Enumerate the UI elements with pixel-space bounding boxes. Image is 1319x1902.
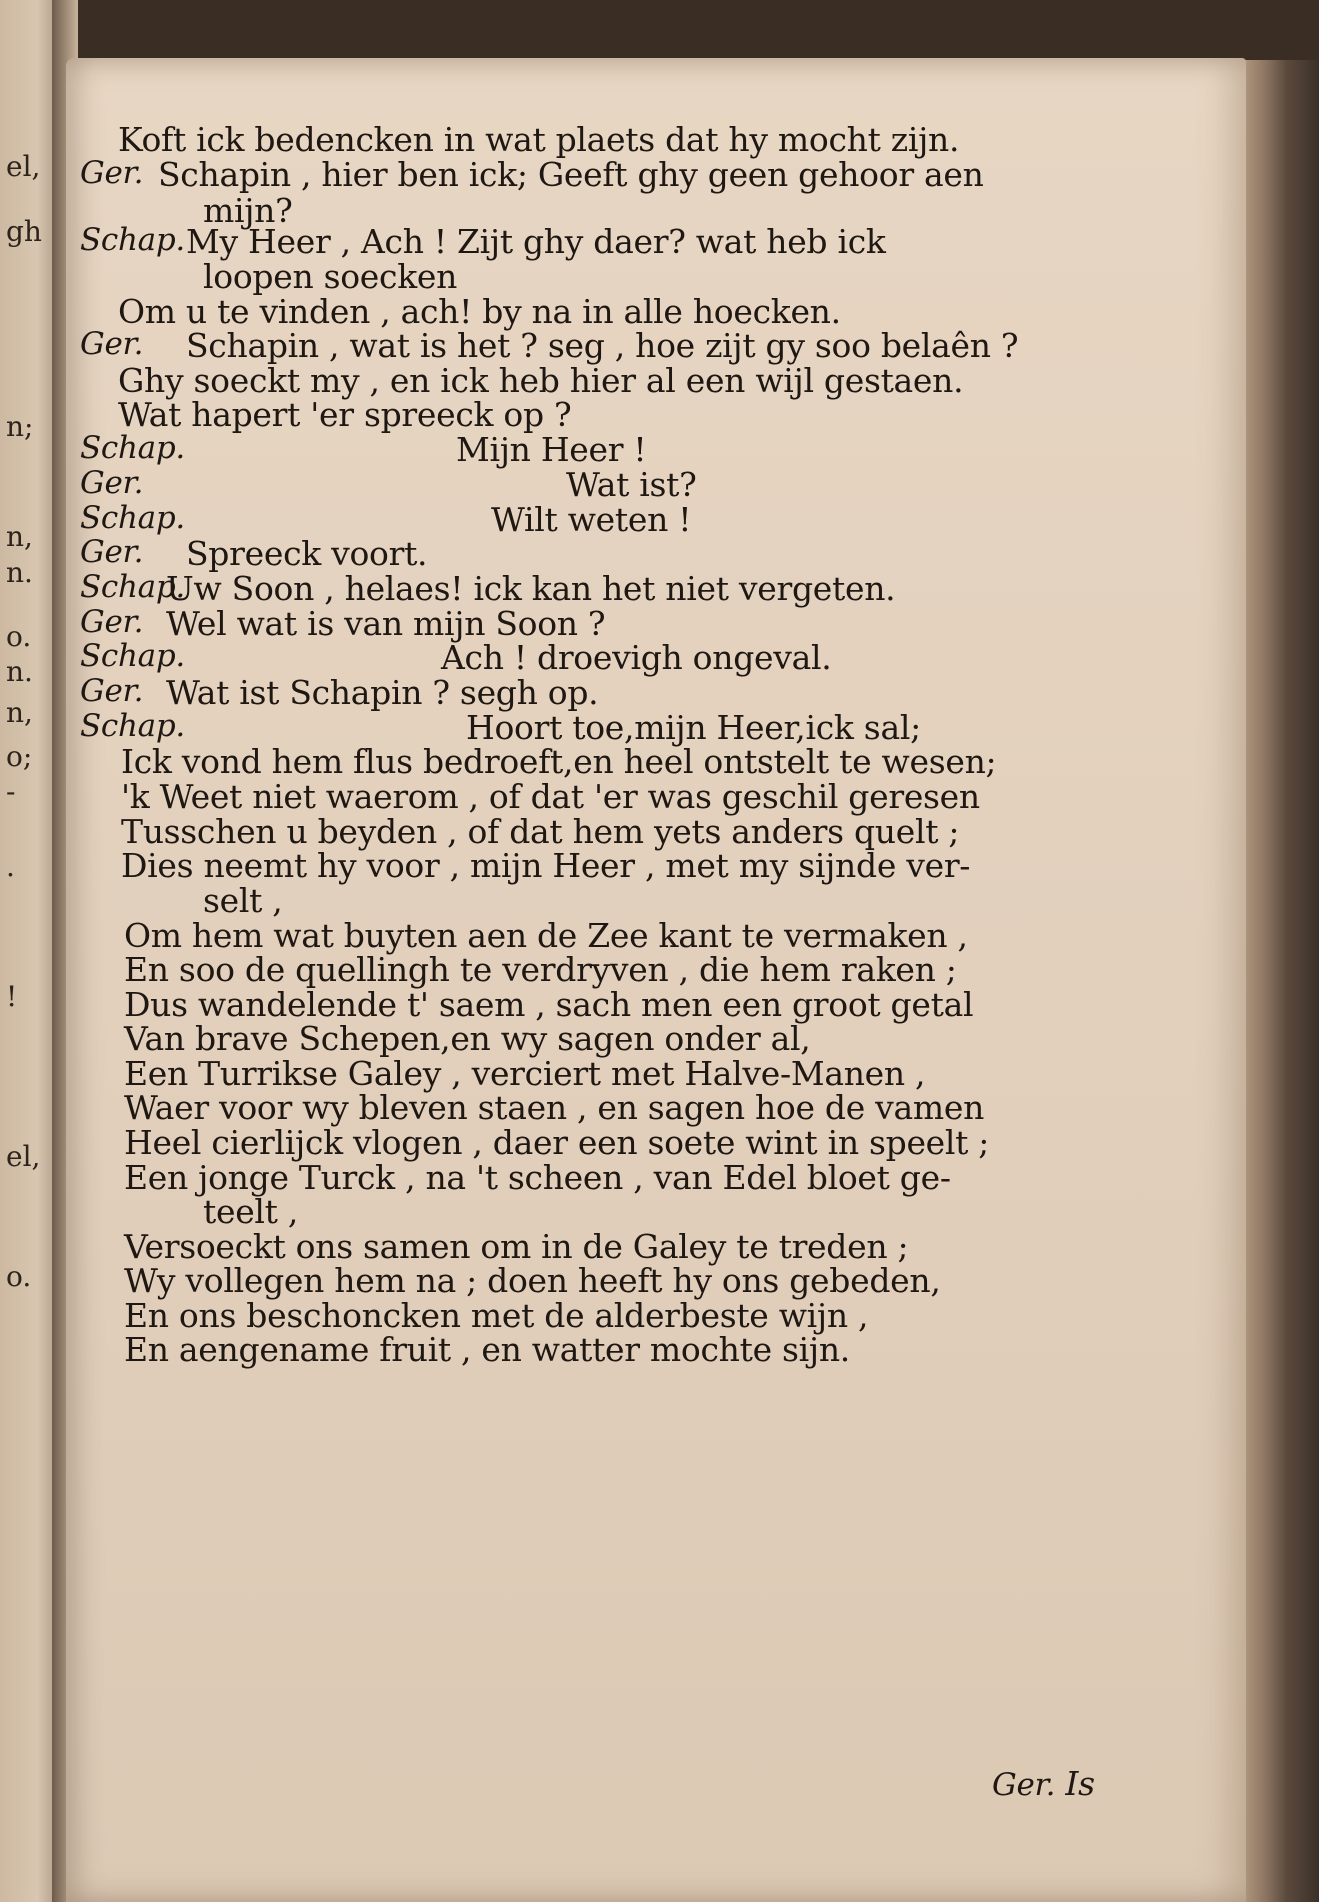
verse-line: Wat ist Schapin ? segh op. (166, 673, 599, 712)
speaker-label: Ger. (80, 673, 144, 709)
left-page-fragment: el, (6, 150, 41, 183)
speaker-label: Schap. (80, 430, 185, 466)
verse-line: Uw Soon , helaes! ick kan het niet vergeten. (166, 569, 896, 608)
speaker-label: Ger. (80, 155, 144, 191)
left-page-fragment: - (6, 775, 16, 808)
speaker-label: Schap. (80, 638, 185, 674)
verse-line: Versoeckt ons samen om in de Galey te treden ; (124, 1227, 909, 1266)
book-page-edges (1238, 60, 1319, 1902)
verse-line: Koft ick bedencken in wat plaets dat hy mocht zijn. (118, 120, 960, 159)
verse-line: Wel wat is van mijn Soon ? (166, 604, 606, 643)
verse-line: Tusschen u beyden , of dat hem yets anders quelt ; (121, 812, 960, 851)
verse-line: teelt , (203, 1192, 299, 1231)
verse-line: Waer voor wy bleven staen , en sagen hoe de vamen (124, 1088, 985, 1127)
catchword-speaker: Ger. (992, 1767, 1056, 1803)
speaker-label: Schap. (80, 708, 185, 744)
verse-line: selt , (203, 881, 283, 920)
left-page-fragment: n, (6, 696, 33, 729)
verse-line: Een Turrikse Galey , verciert met Halve-Manen , (124, 1054, 926, 1093)
book-page (66, 58, 1246, 1902)
verse-line: En ons beschoncken met de alderbeste wijn , (124, 1296, 869, 1335)
verse-line: Ghy soeckt my , en ick heb hier al een wijl gestaen. (118, 361, 964, 400)
verse-line: En soo de quellingh te verdryven , die hem raken ; (124, 950, 957, 989)
speaker-label: Schap. (80, 500, 185, 536)
left-page-fragment: o; (6, 740, 33, 773)
left-page-fragment: gh (6, 215, 42, 248)
catchword (992, 1764, 1095, 1803)
verse-line: 'k Weet niet waerom , of dat 'er was geschil geresen (121, 777, 980, 816)
left-page-fragment: el, (6, 1140, 41, 1173)
verse-line: Wilt weten ! (491, 500, 692, 539)
verse-line: Om u te vinden , ach! by na in alle hoecken. (118, 292, 841, 331)
left-page-fragment: n; (6, 410, 34, 443)
verse-line: Wat hapert 'er spreeck op ? (118, 395, 572, 434)
verse-line: Om hem wat buyten aen de Zee kant te vermaken , (124, 916, 968, 955)
verse-line: Wy vollegen hem na ; doen heeft hy ons gebeden, (124, 1261, 941, 1300)
verse-line: loopen soecken (203, 257, 458, 296)
verse-line: En aengename fruit , en watter mochte sijn. (124, 1330, 850, 1369)
verse-line: Mijn Heer ! (456, 430, 647, 469)
left-page-fragment: n. (6, 556, 33, 589)
left-page-fragment: o. (6, 620, 32, 653)
verse-line: Heel cierlijck vlogen , daer een soete wint in speelt ; (124, 1123, 990, 1162)
verse-line: Schapin , wat is het ? seg , hoe zijt gy soo belaên ? (186, 326, 1019, 365)
verse-line: Ick vond hem flus bedroeft,en heel ontstelt te wesen; (121, 742, 997, 781)
speaker-label: Ger. (80, 604, 144, 640)
speaker-label: Schap. (80, 222, 185, 258)
verse-line: Schapin , hier ben ick; Geeft ghy geen gehoor aen (158, 155, 984, 194)
catchword-word: Is (1065, 1764, 1095, 1803)
verse-line: My Heer , Ach ! Zijt ghy daer? wat heb ick (186, 222, 886, 261)
left-page-fragment: ! (6, 980, 18, 1013)
verse-line: Spreeck voort. (186, 534, 428, 573)
left-page-fragment: n, (6, 520, 33, 553)
verse-line: Dus wandelende t' saem , sach men een groot getal (124, 985, 974, 1024)
left-page-fragment: . (6, 850, 15, 883)
verse-line: Een jonge Turck , na 't scheen , van Edel bloet ge- (124, 1158, 951, 1197)
speaker-label: Ger. (80, 465, 144, 501)
left-page-fragment: o. (6, 1260, 32, 1293)
speaker-label: Ger. (80, 534, 144, 570)
speaker-label: Schap. (80, 569, 185, 605)
left-page-fragment: n. (6, 655, 33, 688)
verse-line: Hoort toe,mijn Heer,ick sal; (466, 708, 921, 747)
verse-line: mijn? (203, 191, 293, 230)
verse-line: Ach ! droevigh ongeval. (441, 638, 832, 677)
verse-line: Wat ist? (566, 465, 697, 504)
verse-line: Van brave Schepen,en wy sagen onder al, (124, 1019, 811, 1058)
speaker-label: Ger. (80, 326, 144, 362)
verse-line: Dies neemt hy voor , mijn Heer , met my sijnde ver- (121, 846, 971, 885)
